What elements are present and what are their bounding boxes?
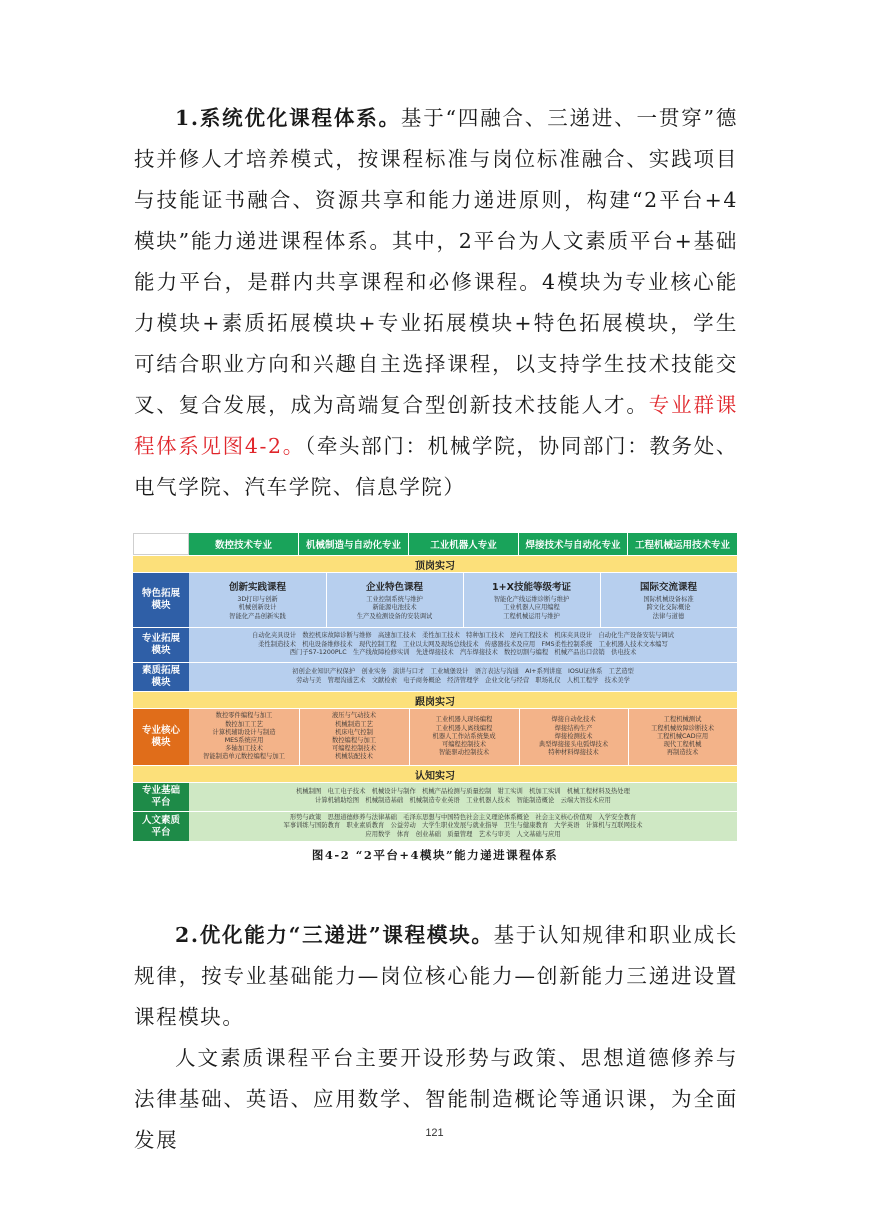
label-feature-module xyxy=(133,572,189,627)
core-column xyxy=(628,709,737,765)
course-item: 工业机器人离线编程 xyxy=(435,724,493,732)
label-line: 模块 xyxy=(151,645,171,656)
curriculum-figure xyxy=(133,533,737,841)
course-item: 现代工程机械 xyxy=(663,741,702,749)
label-line: 专业核心 xyxy=(141,725,180,736)
course-line: 西门子S7-1200PLC 生产线故障检修实训 先进焊接技术 汽车焊接技术 数控切割与编程 机械产品出口营销 供电技术 xyxy=(289,649,637,657)
course-line: 计算机辅助绘图 机械制造基础 机械制造专业英语 工业机器人技术 智能制造概论 云端大智技术应用 xyxy=(315,797,611,804)
course-item: 多轴加工技术 xyxy=(225,745,263,753)
header-blank-cell xyxy=(133,533,189,555)
figure-reference: 专业群课程体系见图4-2。 xyxy=(134,393,738,458)
course-item: 智能化产品创新实践 xyxy=(229,612,286,620)
course-item: 法律与道德 xyxy=(652,612,685,620)
course-item: 工程机械运用与维护 xyxy=(503,612,560,620)
paragraph-body: 基于认知规律和职业成长规律，按专业基础能力—岗位核心能力—创新能力三递进设置课程模块。 xyxy=(134,923,738,1029)
label-line: 模块 xyxy=(151,677,171,688)
course-item: 工程机械测试 xyxy=(663,716,702,724)
label-quality-extension xyxy=(133,662,189,691)
column-title: 企业特色课程 xyxy=(365,582,423,594)
header-major: 工程机械运用技术专业 xyxy=(628,533,737,555)
course-item: 数控加工工艺 xyxy=(225,720,263,728)
column-title: 创新实践课程 xyxy=(228,582,286,594)
course-item: 机械制造工艺 xyxy=(335,720,373,728)
course-item: 工程机械CAD应用 xyxy=(656,732,709,740)
paragraph-department-note: （牵头部门：机械学院，协同部门：教务处、电气学院、汽车学院、信息学院） xyxy=(134,434,738,499)
basic-platform-body xyxy=(189,782,737,811)
paragraph-curriculum-system xyxy=(134,98,738,508)
label-line: 专业拓展 xyxy=(141,633,180,644)
course-item: 可编程控制技术 xyxy=(331,745,377,753)
course-line: 柔性制造技术 机电设备维修技术 现代控制工程 工业以太网及现场总线技术 传感器技术及应用 FMS柔性控制系统 工业机器人技术文本编写 xyxy=(258,640,668,648)
course-line: 机械制图 电工电子技术 机械设计与制作 机械产品检测与质量控制 钳工实训 机加工实训 机械工程材料及热处理 xyxy=(296,788,630,796)
paragraph-three-progression xyxy=(134,915,738,1038)
course-item: 跨文化交际概论 xyxy=(646,604,691,612)
label-line: 平台 xyxy=(151,797,171,808)
course-item: 焊接检测技术 xyxy=(554,732,593,740)
feature-column xyxy=(189,573,327,627)
label-line: 特色拓展 xyxy=(141,588,180,599)
paragraph-humanity-platform xyxy=(134,1038,738,1161)
course-item: 智能驱动控制技术 xyxy=(438,749,490,757)
humanity-platform-body xyxy=(189,811,737,841)
course-line: 劳动与美 管理沟通艺术 文献检索 电子商务概论 经济管理学 企业文化与经营 职场礼仪 人机工程学 技术美学 xyxy=(296,677,630,684)
course-item: 生产及检测设备的安装调试 xyxy=(356,612,433,620)
quality-extension-body xyxy=(189,662,737,691)
core-column xyxy=(299,709,410,765)
feature-column xyxy=(463,573,601,627)
heading-lead: 2.优化能力“三递进”课程模块。 xyxy=(175,923,494,947)
course-item: 工程机械故障诊断技术 xyxy=(651,724,714,732)
course-line: 形势与政策 思想道德修养与法律基础 毛泽东思想与中国特色社会主义理论体系概论 社会主义核心价值观 入学安全教育 xyxy=(289,813,637,821)
course-item: 工业机器人现场编程 xyxy=(435,716,493,724)
course-item: 特种材料焊接技术 xyxy=(548,749,599,757)
feature-column xyxy=(326,573,464,627)
column-title: 国际交流课程 xyxy=(639,582,697,594)
label-core-module xyxy=(133,708,189,765)
course-line: 应用数学 体育 创业基础 质量管理 艺术与审美 人文基础与应用 xyxy=(365,830,561,838)
column-title: 1+X技能等级考证 xyxy=(492,582,571,594)
header-major: 数控技术专业 xyxy=(189,533,299,555)
core-module-body xyxy=(189,708,737,765)
band-cognitive-internship: 认知实习 xyxy=(133,765,737,782)
course-item: 国际机械设备标准 xyxy=(643,596,694,604)
course-line: 初创企业知识产权保护 创业实务 演讲与口才 工业城堡设计 语言表达与沟通 AI+系列讲座 IOSU证体系 工艺造型 xyxy=(292,668,634,676)
core-column xyxy=(409,709,520,765)
core-column xyxy=(519,709,629,765)
feature-column xyxy=(600,573,737,627)
course-item: 可编程控制技术 xyxy=(441,741,487,749)
feature-module-body xyxy=(189,572,737,627)
course-item: 焊接自动化技术 xyxy=(551,716,596,724)
course-item: 新能源电池技术 xyxy=(372,604,417,612)
paragraph-body: 人文素质课程平台主要开设形势与政策、思想道德修养与法律基础、英语、应用数学、智能制造概论等通识课，为全面发展 xyxy=(134,1046,738,1152)
header-major: 焊接技术与自动化专业 xyxy=(519,533,628,555)
page-number: 121 xyxy=(425,1127,444,1139)
course-line: 军事训练与国防教育 职业素质教育 公益劳动 大学生职业发展与就业指导 卫生与健康教育 大学英语 计算机与互联网技术 xyxy=(283,822,643,830)
course-item: 机器人工作站系统集成 xyxy=(432,732,496,740)
course-item: 典型焊接接头电弧焊技术 xyxy=(538,741,609,749)
professional-extension-body xyxy=(189,627,737,662)
course-item: 计算机辅助设计与制造 xyxy=(212,728,276,736)
course-item: 数控编程与加工 xyxy=(331,737,377,744)
course-item: 工业控制系统与维护 xyxy=(366,596,423,604)
course-item: 机械装配技术 xyxy=(335,753,373,761)
label-line: 素质拓展 xyxy=(141,665,180,676)
band-follow-internship: 跟岗实习 xyxy=(133,691,737,708)
course-item: 焊接结构生产 xyxy=(554,724,593,732)
band-top-internship: 顶岗实习 xyxy=(133,555,737,572)
course-line: 自动化夹具设计 数控机床故障诊断与维修 高速加工技术 柔性加工技术 特种加工技术 逆向工程技术 机床夹具设计 自动化生产设备安装与调试 xyxy=(252,632,674,640)
label-line: 人文素质 xyxy=(141,814,180,826)
course-item: MES系统应用 xyxy=(224,737,264,744)
course-item: 智能化产线运维诊断与维护 xyxy=(493,596,570,604)
course-item: 3D打印与创新 xyxy=(237,596,278,604)
header-major: 工业机器人专业 xyxy=(409,533,519,555)
label-line: 专业基础 xyxy=(141,785,180,796)
header-major: 机械制造与自动化专业 xyxy=(299,533,409,555)
label-basic-platform xyxy=(133,782,189,811)
paragraph-body: 基于“四融合、三递进、一贯穿”德技并修人才培养模式，按课程标准与岗位标准融合、实践项目与技能证书融合、资源共享和能力递进原则，构建“2平台+4模块”能力递进课程体系。其中，2平台为人文素质平台+基础能力平台，是群内共享课程和必修课程。4模块为专业核心能力模块+素质拓展模块+专业拓展模块+特色拓展模块，学生可结合职业方向和兴趣自主选择课程，以支持学生技术技能交叉、复合发展，成为高端复合型创新技术技能人才。 xyxy=(134,106,738,417)
course-item: 智能制造单元数控编程与加工 xyxy=(203,753,285,761)
label-line: 模块 xyxy=(151,600,171,611)
label-professional-extension xyxy=(133,627,189,662)
label-humanity-platform xyxy=(133,811,189,841)
label-line: 模块 xyxy=(151,737,171,748)
course-item: 再制造技术 xyxy=(666,749,699,757)
course-item: 机械创新设计 xyxy=(238,604,277,612)
label-line: 平台 xyxy=(151,826,171,838)
heading-lead: 1.系统优化课程体系。 xyxy=(175,106,401,130)
course-item: 机床电气控制 xyxy=(335,728,373,736)
course-item: 液压与气动技术 xyxy=(331,712,377,720)
course-item: 工业机器人应用编程 xyxy=(503,604,560,612)
figure-caption: 图4-2 “2平台+4模块”能力递进课程体系 xyxy=(311,848,559,862)
course-item: 数控零件编程与加工 xyxy=(215,712,273,720)
core-column xyxy=(189,709,300,765)
